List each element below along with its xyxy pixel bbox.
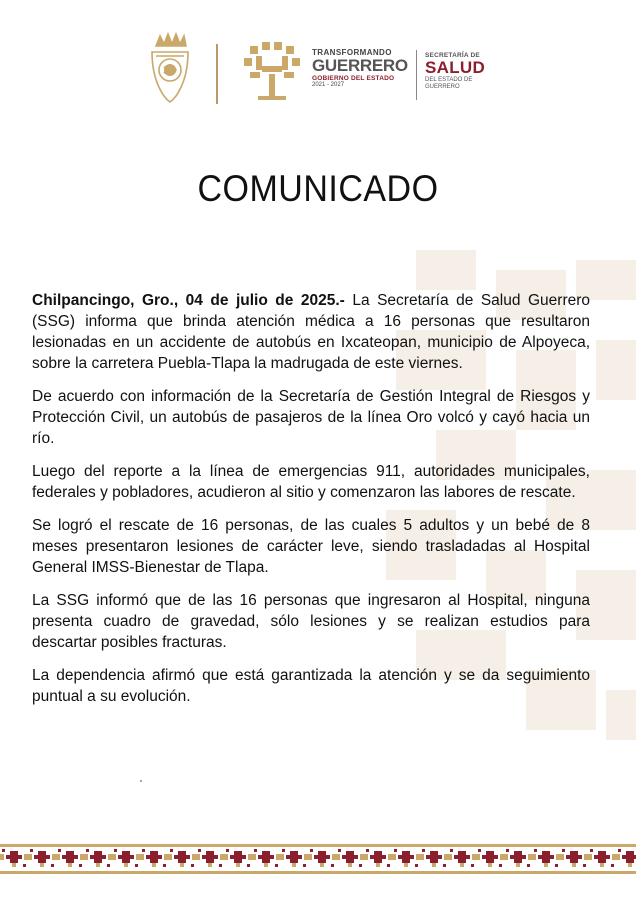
header-divider-2 [416,50,417,100]
header [0,30,636,110]
press-release-body [32,290,590,719]
gov-years: 2021 - 2027 [312,82,345,88]
guerrero-tree-logo-icon [240,40,304,104]
header-divider [216,44,218,104]
paragraph-4: Se logró el rescate de 16 personas, de las cuales 5 adultos y un bebé de 8 meses presentaron lesiones de carácter leve, siendo trasladadas al Hospital General IMSS-Bienestar de Tlapa. [32,517,590,576]
sec-line3: DEL ESTADO DE [425,77,473,83]
sec-line1: SECRETARÍA DE [425,52,480,59]
health-secretariat-logo-text [425,52,505,91]
paragraph-2: De acuerdo con información de la Secretaría de Gestión Integral de Riesgos y Protección Civil, un autobús de pasajeros de la línea Oro volcó y cayó hacia un río. [32,388,590,447]
stray-mark [140,780,142,782]
paragraph-1 [32,290,590,374]
page-title: COMUNICADO [197,168,439,210]
paragraph-1-text: La Secretaría de Salud Guerrero (SSG) informa que brinda atención médica a 16 personas que resultaron lesionadas en un accidente de autobús en Ixcateopan, municipio de Alpoyeca, sobre la carretera Puebla-Tlapa la madrugada de este viernes. [32,292,591,372]
gov-line3: GOBIERNO DEL ESTADO [312,75,395,82]
gov-line1: TRANSFORMANDO [312,48,392,57]
sec-line2: SALUD [425,58,486,77]
government-logo-text [312,48,412,88]
paragraph-5: La SSG informó que de las 16 personas que ingresaron al Hospital, ninguna presenta cuadro de gravedad, sólo lesiones y se realizan estudios para descartar posibles fracturas. [32,592,590,651]
paragraph-3: Luego del reporte a la línea de emergencias 911, autoridades municipales, federales y pobladores, acudieron al sitio y comenzaron las labores de rescate. [32,463,590,501]
gov-line2: GUERRERO [312,56,408,75]
guerrero-state-seal-icon [146,32,194,104]
dateline: Chilpancingo, Gro., 04 de julio de 2025.- [32,292,345,309]
paragraph-6: La dependencia afirmó que está garantizada la atención y se da seguimiento puntual a su evolución. [32,667,590,705]
embroidered-pattern-border [0,842,636,876]
sec-line4: GUERRERO [425,84,460,90]
